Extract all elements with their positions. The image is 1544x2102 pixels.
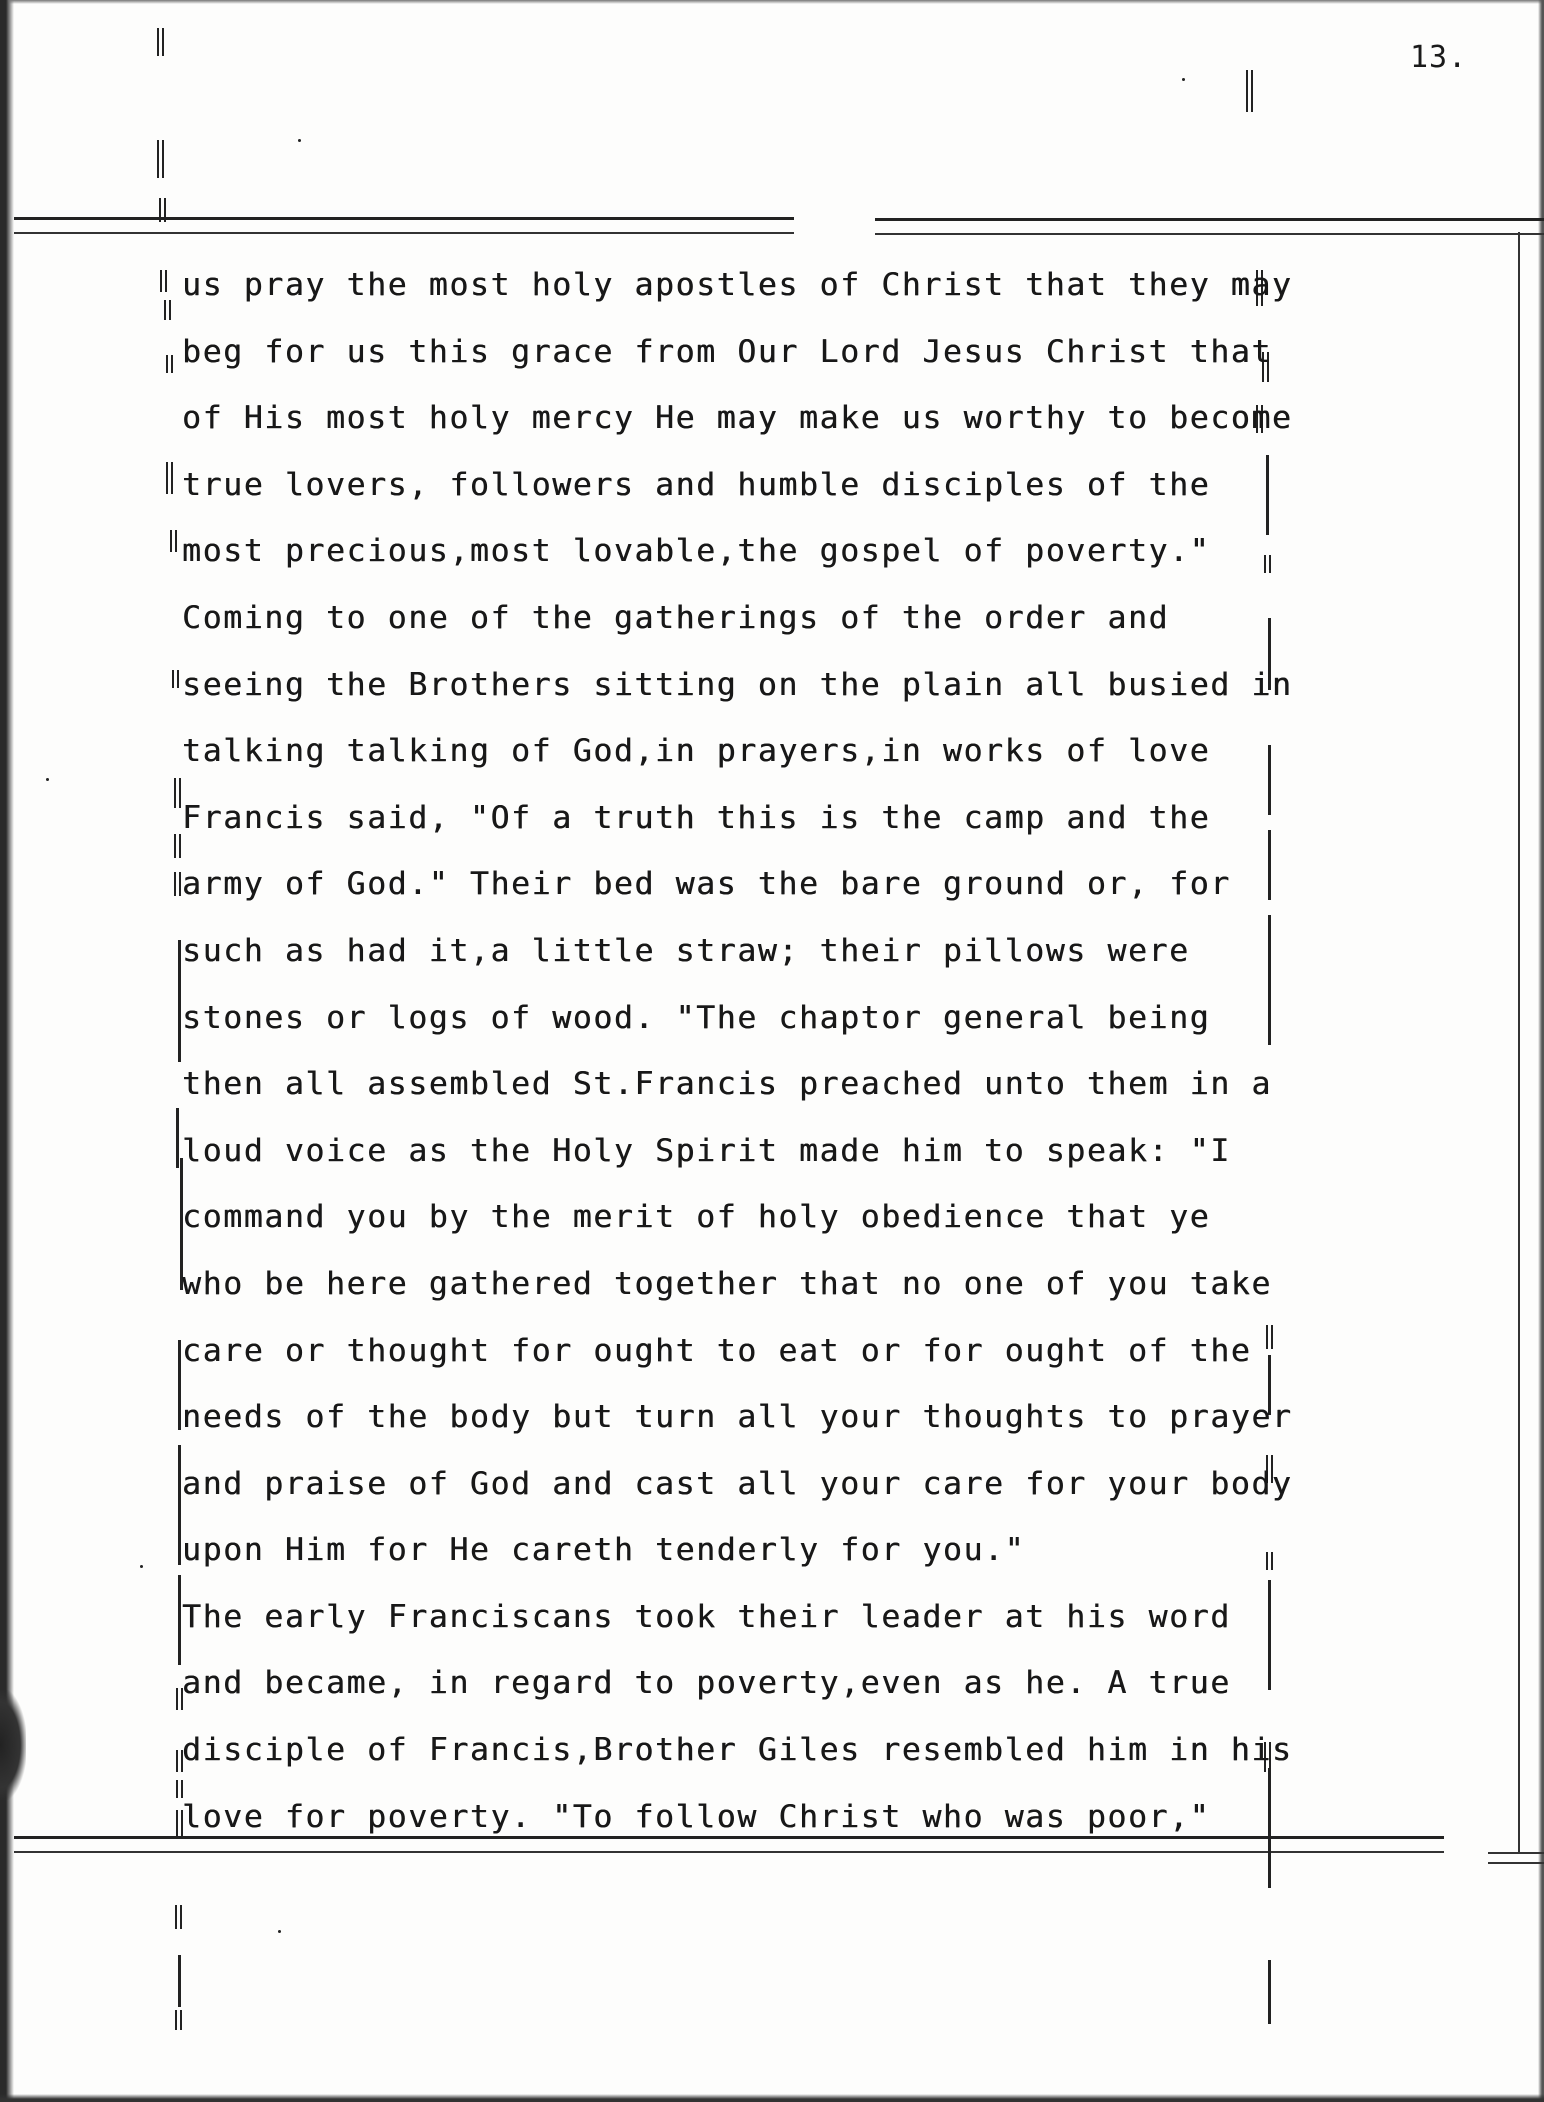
margin-bar bbox=[1268, 915, 1271, 1045]
text-line: care or thought for ought to eat or for ought of the bbox=[182, 1332, 1252, 1369]
margin-tick bbox=[172, 670, 179, 688]
margin-bar bbox=[176, 1108, 179, 1168]
speck bbox=[1182, 78, 1185, 81]
speck bbox=[278, 1930, 281, 1933]
margin-tick bbox=[1264, 555, 1271, 573]
margin-bar bbox=[178, 1340, 181, 1430]
text-line: true lovers, followers and humble disciples of the bbox=[182, 466, 1211, 503]
text-line: needs of the body but turn all your thoughts to prayer bbox=[182, 1399, 1293, 1436]
text-line: and became, in regard to poverty,even as he. A true bbox=[182, 1665, 1231, 1702]
margin-bar bbox=[1266, 455, 1269, 535]
margin-tick bbox=[159, 198, 166, 222]
text-line: who be here gathered together that no one of you take bbox=[182, 1265, 1272, 1302]
margin-tick bbox=[166, 355, 173, 373]
margin-tick bbox=[174, 872, 181, 896]
margin-tick bbox=[157, 28, 164, 56]
margin-tick bbox=[175, 1905, 182, 1929]
header-rule bbox=[875, 218, 1544, 221]
text-line: command you by the merit of holy obedience that ye bbox=[182, 1199, 1211, 1236]
text-line: upon Him for He careth tenderly for you." bbox=[182, 1532, 1026, 1569]
footer-rule bbox=[1488, 1862, 1544, 1864]
margin-tick bbox=[1266, 1552, 1273, 1570]
margin-tick bbox=[157, 140, 164, 178]
text-line: beg for us this grace from Our Lord Jesus Christ that bbox=[182, 333, 1272, 370]
text-line: of His most holy mercy He may make us worthy to become bbox=[182, 400, 1293, 437]
text-line: and praise of God and cast all your care for your body bbox=[182, 1465, 1293, 1502]
text-line: Francis said, "Of a truth this is the camp and the bbox=[182, 799, 1211, 836]
header-rule bbox=[14, 232, 794, 234]
speck bbox=[140, 1565, 143, 1568]
page-number: 13. bbox=[1410, 40, 1468, 75]
body-text bbox=[182, 260, 1293, 1858]
text-line: most precious,most lovable,the gospel of poverty." bbox=[182, 533, 1211, 570]
margin-bar bbox=[178, 1445, 181, 1565]
margin-tick bbox=[1246, 70, 1253, 112]
margin-bar bbox=[1268, 1768, 1271, 1888]
page-tab-edge bbox=[1518, 232, 1520, 1852]
header-rule bbox=[875, 233, 1544, 235]
margin-tick bbox=[1266, 1325, 1273, 1349]
scan-edge-top bbox=[0, 0, 1544, 4]
text-line: disciple of Francis,Brother Giles resembled him in his bbox=[182, 1732, 1293, 1769]
scan-edge-bottom bbox=[0, 2094, 1544, 2102]
margin-tick bbox=[174, 778, 181, 808]
text-line: talking talking of God,in prayers,in works of love bbox=[182, 733, 1211, 770]
header-rule bbox=[14, 217, 794, 220]
speck bbox=[46, 778, 49, 781]
text-line: such as had it,a little straw; their pillows were bbox=[182, 932, 1190, 969]
speck bbox=[298, 139, 301, 142]
margin-bar bbox=[1268, 745, 1271, 815]
text-line: us pray the most holy apostles of Christ that they may bbox=[182, 267, 1293, 303]
margin-tick bbox=[166, 462, 173, 494]
text-line: seeing the Brothers sitting on the plain all busied in bbox=[182, 666, 1293, 703]
text-line: The early Franciscans took their leader at his word bbox=[182, 1598, 1231, 1635]
scan-edge-right bbox=[1538, 0, 1544, 2102]
text-line: stones or logs of wood. "The chaptor general being bbox=[182, 999, 1211, 1036]
text-line: love for poverty. "To follow Christ who was poor," bbox=[182, 1798, 1211, 1835]
margin-tick bbox=[170, 530, 177, 552]
binding-hole-mark bbox=[0, 1690, 26, 1800]
text-line: Coming to one of the gatherings of the order and bbox=[182, 599, 1170, 636]
margin-bar bbox=[1268, 830, 1271, 900]
margin-bar bbox=[178, 1575, 181, 1665]
text-line: loud voice as the Holy Spirit made him to speak: "I bbox=[182, 1132, 1231, 1169]
margin-tick bbox=[175, 2010, 182, 2030]
margin-bar bbox=[178, 940, 181, 1062]
text-line: army of God." Their bed was the bare ground or, for bbox=[182, 866, 1231, 903]
margin-tick bbox=[164, 300, 171, 320]
margin-bar bbox=[178, 1955, 181, 2007]
text-line: then all assembled St.Francis preached unto them in a bbox=[182, 1066, 1272, 1103]
margin-bar bbox=[1268, 1580, 1271, 1690]
footer-rule bbox=[1488, 1852, 1544, 1854]
margin-tick bbox=[160, 270, 167, 292]
margin-bar bbox=[1268, 1960, 1271, 2024]
margin-tick bbox=[174, 834, 181, 858]
